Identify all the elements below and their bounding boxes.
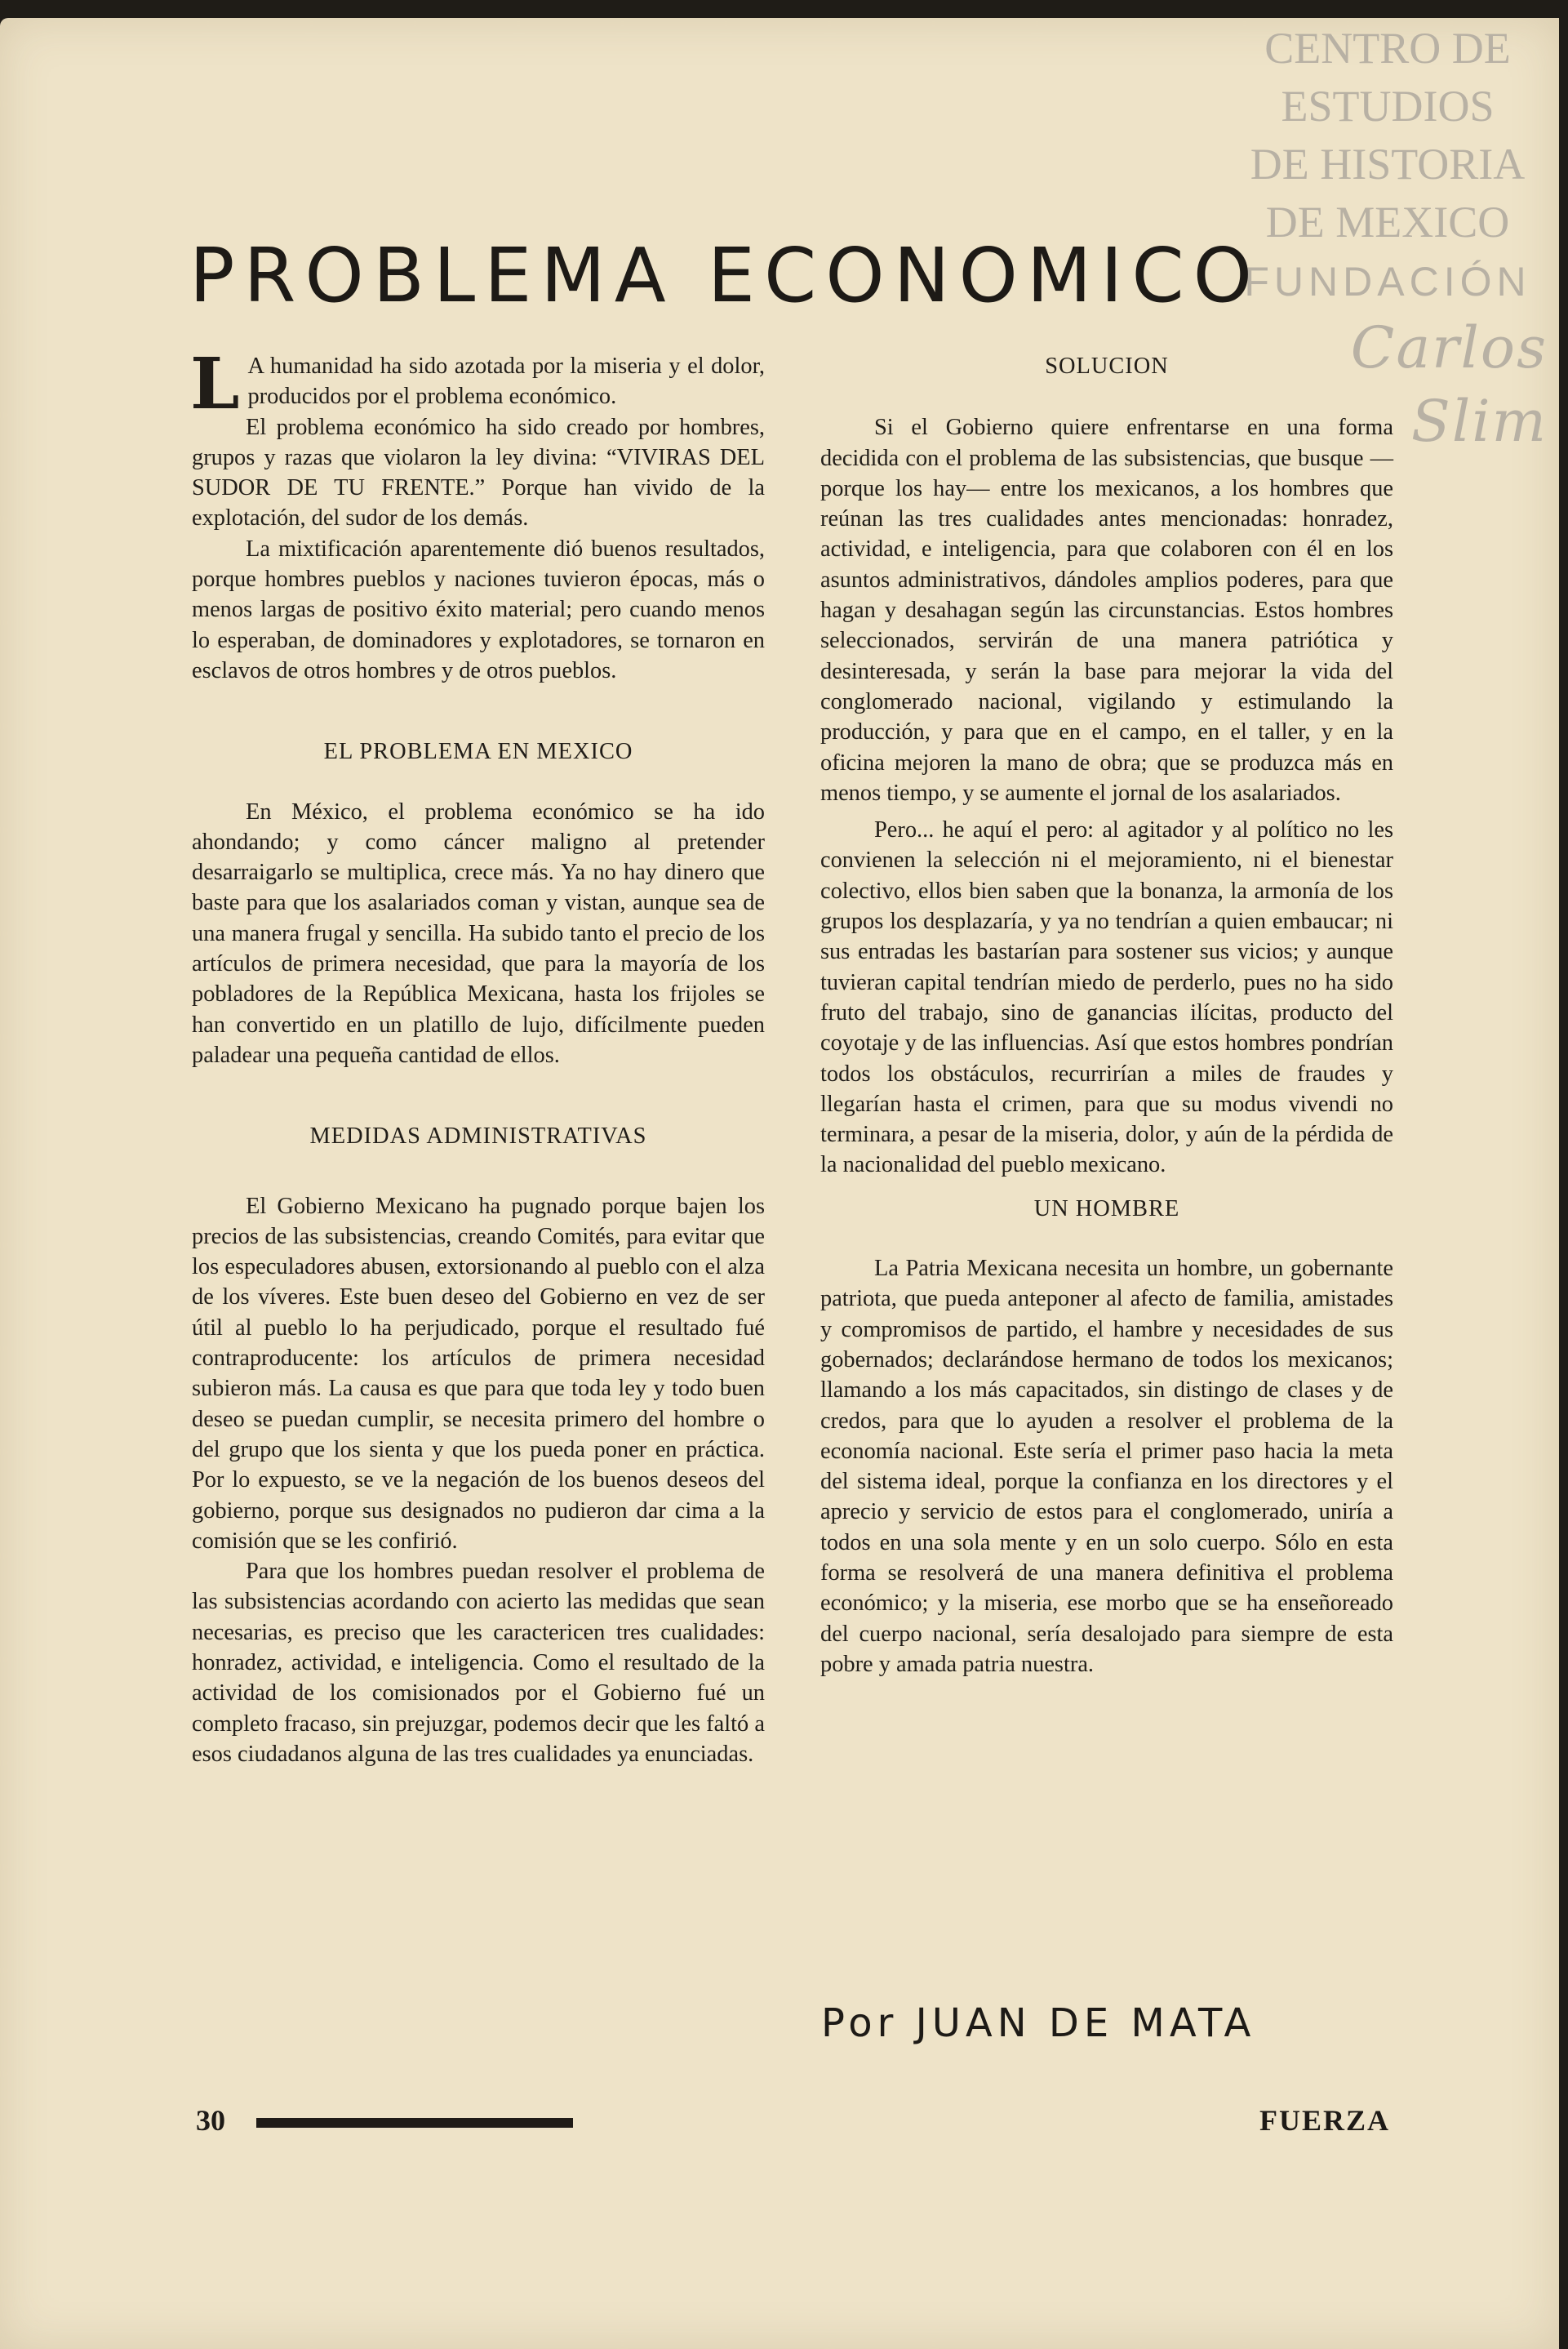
watermark-signature: Carlos Slim — [1350, 314, 1548, 455]
footer-rule — [256, 2118, 573, 2128]
section-heading-hombre: UN HOMBRE — [1033, 1195, 1180, 1221]
section-heading-solucion: SOLUCION — [1045, 354, 1169, 379]
intro-text: A humanidad ha sido azotada por la miseria y el dolor, producidos por el problema económico. — [247, 354, 765, 410]
section-heading-medidas: MEDIDAS ADMINISTRATIVAS — [309, 1123, 647, 1150]
watermark-line: ESTUDIOS — [1281, 82, 1495, 131]
author-byline: Por JUAN DE MATA — [821, 2000, 1256, 2046]
article-title: PROBLEMA ECONOMICO — [189, 232, 1262, 319]
paragraph: Para que los hombres puedan resolver el problema de las subsistencias acordando con acierto las medidas que sean necesarias, es preciso que les caractericen tres cualidades: honradez, actividad, e inteligencia. Como el resultado de la actividad de los comisionados por el Gobierno fué un completo fracaso, sin prejuzgar, podemos decir que les faltó a esos ciudadanos alguna de las tres cualidades ya enunciadas. — [192, 1559, 765, 1767]
paragraph: La mixtificación aparentemente dió buenos resultados, porque hombres pueblos y naciones tuvieron épocas, más o menos largas de positivo éxito material; pero cuando menos lo esperaban, de dominadores y explotadores, se tornaron en esclavos de otros hombres y de otros pueblos. — [192, 536, 765, 683]
paragraph: El Gobierno Mexicano ha pugnado porque bajen los precios de las subsistencias, creando Comités, para evitar que los especuladores abusen, extorsionando al pueblo con el alza de los víveres. Este buen deseo del Gobierno en vez de ser útil al pueblo lo ha perjudicado, porque el resultado fué contraproducente: los artículos de primera necesidad subieron más. La causa es que para que toda ley y todo buen deseo se puedan cumplir, se necesita primero del hombre o del grupo que los sienta y que los pueda poner en práctica. Por lo expuesto, se ve la negación de los buenos deseos del gobierno, porque sus designados no pudieron dar cima a la comisión que se les confirió. — [192, 1193, 765, 1554]
paragraph: El problema económico ha sido creado por hombres, grupos y razas que violaron la ley divina: “VIVIRAS DEL SUDOR DE TU FRENTE.” Porque han vivido de la explotación, del sudor de los demás. — [192, 414, 765, 532]
magazine-page — [0, 18, 1559, 2349]
intro-paragraph — [190, 343, 765, 425]
magazine-name: FUERZA — [1259, 2104, 1391, 2137]
section-heading-mexico: EL PROBLEMA EN MEXICO — [323, 739, 633, 765]
watermark-line: CENTRO DE — [1264, 24, 1511, 73]
right-column — [820, 351, 1393, 1679]
watermark-line: DE HISTORIA — [1250, 140, 1526, 189]
drop-cap: L — [190, 343, 240, 425]
watermark-fundacion: FUNDACIÓN — [1244, 259, 1531, 305]
paragraph: La Patria Mexicana necesita un hombre, un gobernante patriota, que pueda anteponer al afecto de familia, amistades y compromisos de partido, el hambre y necesidades de sus gobernados; declarándose hermano de todos los mexicanos; llamando a los más capacitados, sin distingo de clases y de credos, para que lo ayuden a resolver el problema de la economía nacional. Este sería el primer paso hacia la meta del sistema ideal, porque la confianza en los directores y el aprecio y servicio de estos para el conglomerado, uniría a todos en una sola mente y en un solo cuerpo. Sólo en esta forma se resolverá de una manera definitiva el problema económico; y la miseria, ese morbo que se ha enseñoreado del cuerpo nacional, sería desalojado para siempre de esta pobre y amada patria nuestra. — [820, 1256, 1393, 1677]
watermark-line: DE MEXICO — [1265, 198, 1510, 247]
paragraph: Si el Gobierno quiere enfrentarse en una forma decidida con el problema de las subsistencias, que busque —porque los hay— entre los mexicanos, a los hombres que reúnan las tres cualidades antes mencionadas: honradez, actividad, e inteligencia, para que colaboren con él en los asuntos administrativos, dándoles amplios poderes, para que hagan y desahagan según las circunstancias. Estos hombres seleccionados, servirán de una manera patriótica y desinteresada, y serán la base para mejorar la vida del conglomerado nacional, vigilando y estimulando la producción, y para que en el campo, en el taller, y en la oficina mejoren la mano de obra; que se produzca más en menos tiempo, y se aumente el jornal de los asalariados. — [820, 415, 1393, 806]
paragraph: En México, el problema económico se ha ido ahondando; y como cáncer maligno al pretender desarraigarlo se multiplica, crece más. Ya no hay dinero que baste para que los asalariados coman y vistan, aunque sea de una manera frugal y sencilla. Ha subido tanto el precio de los artículos de primera necesidad, que para la mayoría de los pobladores de la República Mexicana, hasta los frijoles se han convertido en un platillo de lujo, difícilmente pueden paladear una pequeña cantidad de ellos. — [192, 799, 765, 1068]
left-column — [190, 343, 765, 1769]
page-number: 30 — [196, 2104, 225, 2137]
paragraph: Pero... he aquí el pero: al agitador y al político no les convienen la selección ni el mejoramiento, ni el bienestar colectivo, ellos bien saben que la bonanza, la armonía de los grupos los desplazaría, y ya no tendrían a quien embaucar; ni sus entradas les bastarían para sostener sus vicios; y aunque tuvieran capital tendrían miedo de perderlo, pues no ha sido fruto del trabajo, sino de ganancias ilícitas, producto del coyotaje y de las influencias. Así que estos hombres pondrían todos los obstáculos, recurrirían a miles de fraudes y llegarían hasta el crimen, para que su modus vivendi no terminara, a pesar de la miseria, dolor, y aún de la pérdida de la nacionalidad del pueblo mexicano. — [820, 817, 1393, 1178]
